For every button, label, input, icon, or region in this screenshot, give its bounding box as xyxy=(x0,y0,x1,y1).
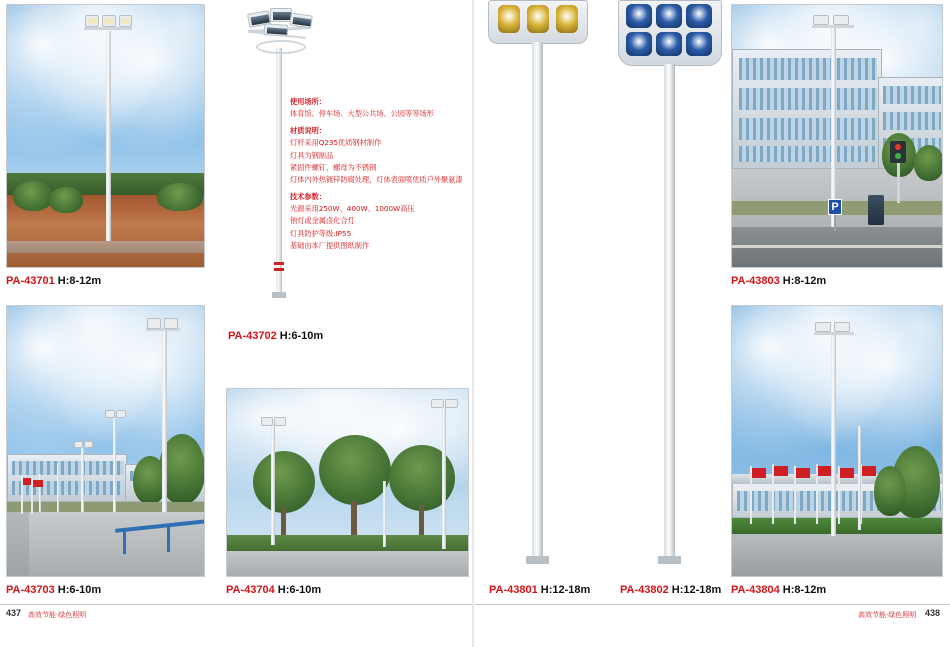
product-photo-pa-43801 xyxy=(478,0,598,578)
product-code: PA-43802 xyxy=(620,584,669,596)
page-spine-divider xyxy=(472,0,474,647)
lamp-crossarm xyxy=(814,332,854,335)
product-code: PA-43801 xyxy=(489,584,538,596)
footer-tagline-left: 高效节能·绿色照明 xyxy=(28,611,87,619)
building-windows xyxy=(12,461,124,475)
caption-pa-43701 xyxy=(6,275,101,287)
product-photo-pa-43701 xyxy=(6,4,205,268)
pole-base-plate xyxy=(526,556,549,564)
floodlight-head xyxy=(445,399,458,408)
spec-material-line: 灯具为钢制品 xyxy=(290,150,334,160)
light-pole-mast xyxy=(81,446,84,512)
product-photo-pa-43703 xyxy=(6,305,205,577)
floodlight-head xyxy=(147,318,161,329)
tree-trunk xyxy=(351,501,357,539)
light-pole-mast xyxy=(831,334,836,536)
spec-tech-line: 灯具防护等级:IP55 xyxy=(290,228,352,238)
product-height: H:6-10m xyxy=(277,584,322,596)
caption-pa-43803 xyxy=(731,275,826,287)
flag xyxy=(33,480,43,487)
floodlight-head xyxy=(431,399,444,408)
lamp-lens xyxy=(273,12,291,20)
floodlight-head xyxy=(84,441,93,448)
light-pole-mast xyxy=(831,27,836,227)
product-height: H:8-12m xyxy=(57,275,102,287)
caption-pa-43704 xyxy=(226,584,321,596)
product-height: H:8-12m xyxy=(782,584,827,596)
spec-tech-line: 基础由本厂提供图纸制作 xyxy=(290,241,370,251)
shrub xyxy=(49,187,83,213)
light-pole-mast xyxy=(383,481,386,547)
spec-usage-line: 体育馆、停车场、大型公共场、公园等等场形 xyxy=(290,109,434,119)
road-marking xyxy=(732,245,942,248)
product-code: PA-43704 xyxy=(226,584,275,596)
handrail-post xyxy=(123,528,126,554)
signal-green-lamp xyxy=(895,153,901,159)
flag xyxy=(840,468,854,478)
flag xyxy=(862,466,876,476)
sign-post xyxy=(834,215,836,231)
product-code: PA-43803 xyxy=(731,275,780,287)
lamp-lens-yellow xyxy=(498,5,520,33)
floodlight-head xyxy=(264,23,289,37)
light-pole-mast xyxy=(57,464,59,512)
lamp-lens-blue xyxy=(626,32,652,56)
footer-tagline-right: 高效节能·绿色照明 xyxy=(858,611,917,619)
parking-sign-icon: P xyxy=(828,199,842,215)
light-pole-mast xyxy=(106,31,111,241)
lamp-lens xyxy=(121,18,130,24)
lamp-lens-blue xyxy=(626,4,652,28)
lamp-lens-blue xyxy=(656,32,682,56)
lamp-lens xyxy=(104,18,114,24)
caption-pa-43702 xyxy=(228,330,323,342)
specification-text-block xyxy=(290,96,480,253)
floodlight-head xyxy=(813,15,829,25)
building-windows xyxy=(739,58,877,80)
spec-tech-line: 光源采用250W、400W、1000W高压 xyxy=(290,204,415,213)
spec-material-line: 灯体内外热镀锌防腐处理，灯体表面喷优质户外聚氨漆 xyxy=(290,175,463,185)
spec-material-line: 紧固件螺钉、螺母为不锈钢 xyxy=(290,162,377,172)
dirt-path xyxy=(7,241,204,253)
floodlight-head xyxy=(833,15,849,25)
lamp-lens xyxy=(87,18,97,24)
building-windows xyxy=(739,146,877,162)
shrub xyxy=(157,183,203,211)
light-pole-mast xyxy=(442,407,446,549)
product-code: PA-43702 xyxy=(228,330,277,342)
building-windows xyxy=(739,88,877,110)
light-pole-mast xyxy=(276,48,282,298)
high-mast-pole xyxy=(532,42,543,562)
pole-marker-band xyxy=(274,262,284,265)
product-height: H:6-10m xyxy=(57,584,102,596)
light-pole-mast xyxy=(271,425,275,545)
footer-rule xyxy=(0,604,950,605)
handrail-post xyxy=(167,526,170,552)
lamp-lens-blue xyxy=(656,4,682,28)
pole-marker-band xyxy=(274,268,284,271)
floodlight-head xyxy=(261,417,273,426)
lamp-crossarm xyxy=(812,25,854,28)
plaza-pavement xyxy=(227,551,468,577)
floodlight-head xyxy=(815,322,831,332)
pine-tree xyxy=(319,435,391,505)
floodlight-head xyxy=(270,8,292,22)
page-number-right: 438 xyxy=(925,608,941,618)
pine-tree xyxy=(253,451,315,513)
lamp-lens xyxy=(267,27,287,34)
product-height: H:12-18m xyxy=(671,584,722,596)
spec-material-heading: 材质说明： xyxy=(290,125,326,135)
flag xyxy=(752,468,766,478)
lamp-lens xyxy=(292,17,311,26)
tree-trunk xyxy=(419,505,424,539)
product-photo-pa-43704 xyxy=(226,388,469,577)
tree xyxy=(874,466,906,516)
high-mast-pole xyxy=(664,64,675,562)
light-pole-mast xyxy=(113,416,116,512)
caption-pa-43802 xyxy=(620,584,721,596)
signal-red-lamp xyxy=(895,144,901,150)
pole-base-plate xyxy=(272,292,286,298)
spec-material-line: 灯杆采用Q235优质钢材制作 xyxy=(290,138,382,148)
spec-tech-heading: 技术参数： xyxy=(290,191,326,201)
floodlight-head xyxy=(74,441,83,448)
building-windows xyxy=(739,118,877,140)
flag xyxy=(796,468,810,478)
building-windows xyxy=(883,112,941,130)
product-height: H:12-18m xyxy=(540,584,591,596)
caption-pa-43703 xyxy=(6,584,101,596)
light-pole-mast xyxy=(162,330,167,512)
product-photo-pa-43802 xyxy=(610,0,730,578)
lamp-lens-blue xyxy=(686,4,712,28)
pole-base-plate xyxy=(658,556,681,564)
floodlight-head xyxy=(116,410,126,418)
civic-building xyxy=(732,49,882,169)
info-kiosk xyxy=(868,195,884,225)
grass-strip xyxy=(7,502,204,512)
floodlight-head xyxy=(834,322,850,332)
shrub xyxy=(13,181,53,211)
page-number-left: 437 xyxy=(6,608,22,618)
product-photo-pa-43803 xyxy=(731,4,943,268)
product-code: PA-43804 xyxy=(731,584,780,596)
flag xyxy=(774,466,788,476)
product-photo-pa-43804 xyxy=(731,305,943,577)
building-windows xyxy=(883,86,941,104)
traffic-signal-head xyxy=(890,141,906,163)
floodlight-head xyxy=(164,318,178,329)
lamp-lens-yellow xyxy=(527,5,549,33)
caption-pa-43804 xyxy=(731,584,826,596)
lamp-lens-yellow xyxy=(556,5,578,33)
floodlight-head xyxy=(274,417,286,426)
caption-pa-43801 xyxy=(489,584,590,596)
spec-tech-line: 钠灯或金属卤化合灯 xyxy=(290,216,355,226)
floodlight-head xyxy=(105,410,115,418)
product-height: H:8-12m xyxy=(782,275,827,287)
product-code: PA-43701 xyxy=(6,275,55,287)
light-pole-mast xyxy=(858,426,861,530)
lamp-crossarm xyxy=(84,27,132,30)
product-height: H:6-10m xyxy=(279,330,324,342)
plaza-pavement xyxy=(732,534,942,577)
lamp-mount-ring xyxy=(256,40,306,54)
spec-usage-heading: 使用场所： xyxy=(290,97,326,106)
flag xyxy=(818,466,832,476)
tree xyxy=(914,145,943,181)
product-code: PA-43703 xyxy=(6,584,55,596)
lamp-lens-blue xyxy=(686,32,712,56)
